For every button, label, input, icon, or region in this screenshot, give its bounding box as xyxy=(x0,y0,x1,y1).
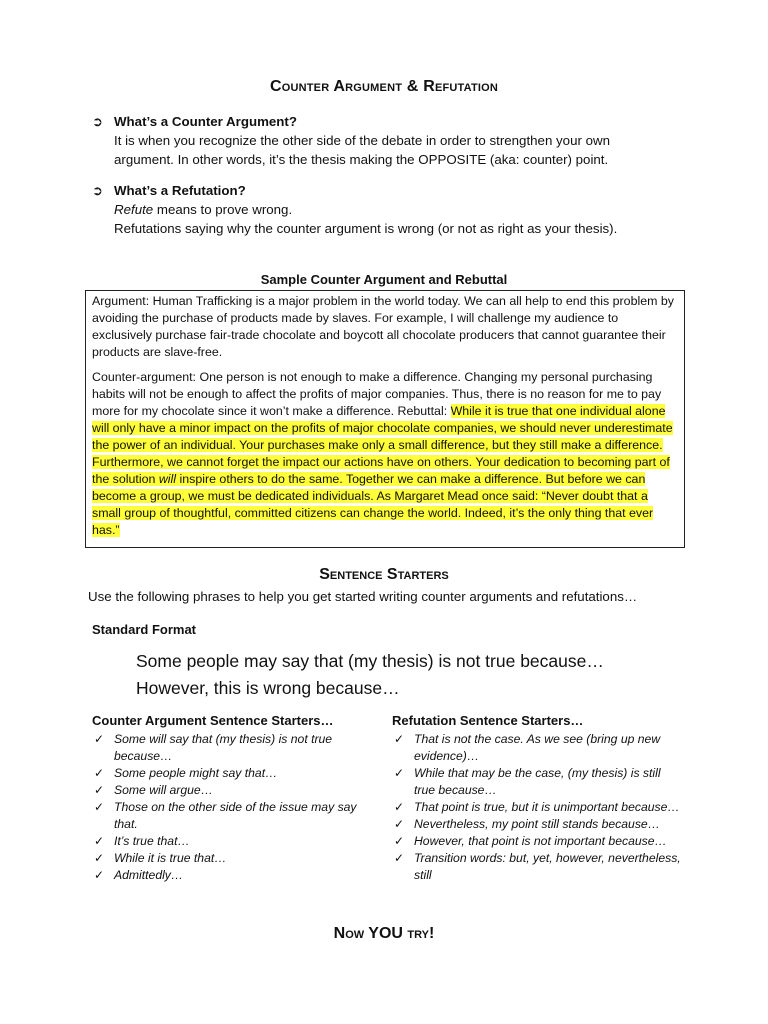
definition-question: What’s a Counter Argument? xyxy=(114,114,297,129)
starters-title: Sentence Starters xyxy=(319,566,449,583)
list-item xyxy=(92,731,382,765)
arrow-bullet-icon: ➲ xyxy=(92,183,103,198)
sample-rebuttal xyxy=(92,404,673,537)
check-icon: ✓ xyxy=(394,817,405,831)
list-item-text: Some people might say that… xyxy=(114,766,278,780)
standard-format-label: Standard Format xyxy=(92,622,197,637)
sample-heading: Sample Counter Argument and Rebuttal xyxy=(260,272,508,287)
standard-line: Some people may say that (my thesis) is not true because… xyxy=(136,651,604,671)
definition-body xyxy=(114,200,684,238)
check-icon: ✓ xyxy=(94,868,105,882)
list-item-text: However, that point is not important because… xyxy=(414,834,667,848)
rebuttal-part-b: inspire others to do the same. Together we can make a difference. But before we can become a group, we must be dedicated individuals. As Margaret Mead once said: “Never doubt that a small group of thoughtful, committed citizens can change the world. Indeed, it’s the only thing that ever has.” xyxy=(92,472,654,537)
arrow-bullet-icon: ➲ xyxy=(92,114,103,129)
list-item xyxy=(392,816,682,833)
counter-starters-column xyxy=(92,712,382,884)
check-icon: ✓ xyxy=(394,800,405,814)
counter-starters-heading: Counter Argument Sentence Starters… xyxy=(92,713,334,728)
check-icon: ✓ xyxy=(94,851,105,865)
rebuttal-will: will xyxy=(158,472,177,486)
check-icon: ✓ xyxy=(94,834,105,848)
definition-line-rest: means to prove wrong. xyxy=(156,202,293,217)
list-item xyxy=(92,833,382,850)
list-item-text: Some will say that (my thesis) is not true because… xyxy=(114,732,333,763)
list-item-text: Nevertheless, my point still stands because… xyxy=(414,817,660,831)
standard-format-lines xyxy=(136,648,604,702)
list-item-text: It’s true that… xyxy=(114,834,190,848)
refutation-starters-list xyxy=(392,731,682,884)
rebuttal-part-a: While it is true that one individual alone will only have a minor impact on the profits of major chocolate companies, we should never underestimate the power of an individual. Your purchases make only a small difference, but they still make a difference. Furthermore, we cannot forget the impact our actions have on others. Your dedication to becoming part of the solution xyxy=(92,404,673,486)
list-item-text: Transition words: but, yet, however, nevertheless, still xyxy=(414,851,681,882)
list-item-text: While it is true that… xyxy=(114,851,227,865)
list-item-text: Some will argue… xyxy=(114,783,213,797)
list-item xyxy=(392,731,682,765)
list-item-text: Those on the other side of the issue may say that. xyxy=(114,800,357,831)
refutation-starters-heading: Refutation Sentence Starters… xyxy=(392,713,584,728)
sample-argument: Argument: Human Trafficking is a major problem in the world today. We can all help to end this problem by avoiding the purchase of products made by slaves. For example, I will challenge my audience to exclusively purchase fair-trade chocolate and boycott all chocolate producers that cannot guarantee their products are slave-free. xyxy=(92,294,674,359)
list-item-text: That point is true, but it is unimportant because… xyxy=(414,800,680,814)
counter-starters-list xyxy=(92,731,382,884)
list-item xyxy=(392,833,682,850)
check-icon: ✓ xyxy=(394,732,405,746)
check-icon: ✓ xyxy=(394,834,405,848)
refutation-starters-column xyxy=(392,712,682,884)
closing-prompt: Now YOU try! xyxy=(333,925,435,942)
standard-line: However, this is wrong because… xyxy=(136,678,400,698)
list-item-text: That is not the case. As we see (bring up new evidence)… xyxy=(414,732,661,763)
definition-line: argument. In other words, it’s the thesis making the OPPOSITE (aka: counter) point. xyxy=(114,152,609,167)
list-item-text: Admittedly… xyxy=(114,868,184,882)
check-icon: ✓ xyxy=(94,800,105,814)
definition-line: Refutations saying why the counter argument is wrong (or not as right as your thesis). xyxy=(114,221,618,236)
list-item xyxy=(92,765,382,782)
sample-counter-paragraph xyxy=(92,369,678,539)
check-icon: ✓ xyxy=(94,732,105,746)
list-item xyxy=(392,765,682,799)
list-item xyxy=(92,782,382,799)
definition-body xyxy=(114,131,684,169)
page-title: Counter Argument & Refutation xyxy=(269,78,499,95)
check-icon: ✓ xyxy=(394,766,405,780)
list-item xyxy=(392,799,682,816)
list-item xyxy=(92,799,382,833)
check-icon: ✓ xyxy=(94,766,105,780)
list-item xyxy=(392,850,682,884)
list-item xyxy=(92,867,382,884)
check-icon: ✓ xyxy=(94,783,105,797)
refute-word: Refute xyxy=(114,202,154,217)
sample-counter: Counter-argument: One person is not enough to make a difference. Changing my personal purchasing habits will not be enough to affect the profits of major companies. Thus, there is no reason for me to pay more for my chocolate since it won’t make a difference. Rebuttal: xyxy=(92,370,662,418)
list-item xyxy=(92,850,382,867)
definition-line xyxy=(114,200,684,219)
check-icon: ✓ xyxy=(394,851,405,865)
definition-question: What’s a Refutation? xyxy=(114,183,246,198)
definition-line: It is when you recognize the other side of the debate in order to strengthen your own xyxy=(114,133,610,148)
list-item-text: While that may be the case, (my thesis) is still true because… xyxy=(414,766,661,797)
starters-intro: Use the following phrases to help you get started writing counter arguments and refutations… xyxy=(88,589,638,604)
sample-box xyxy=(85,290,685,548)
